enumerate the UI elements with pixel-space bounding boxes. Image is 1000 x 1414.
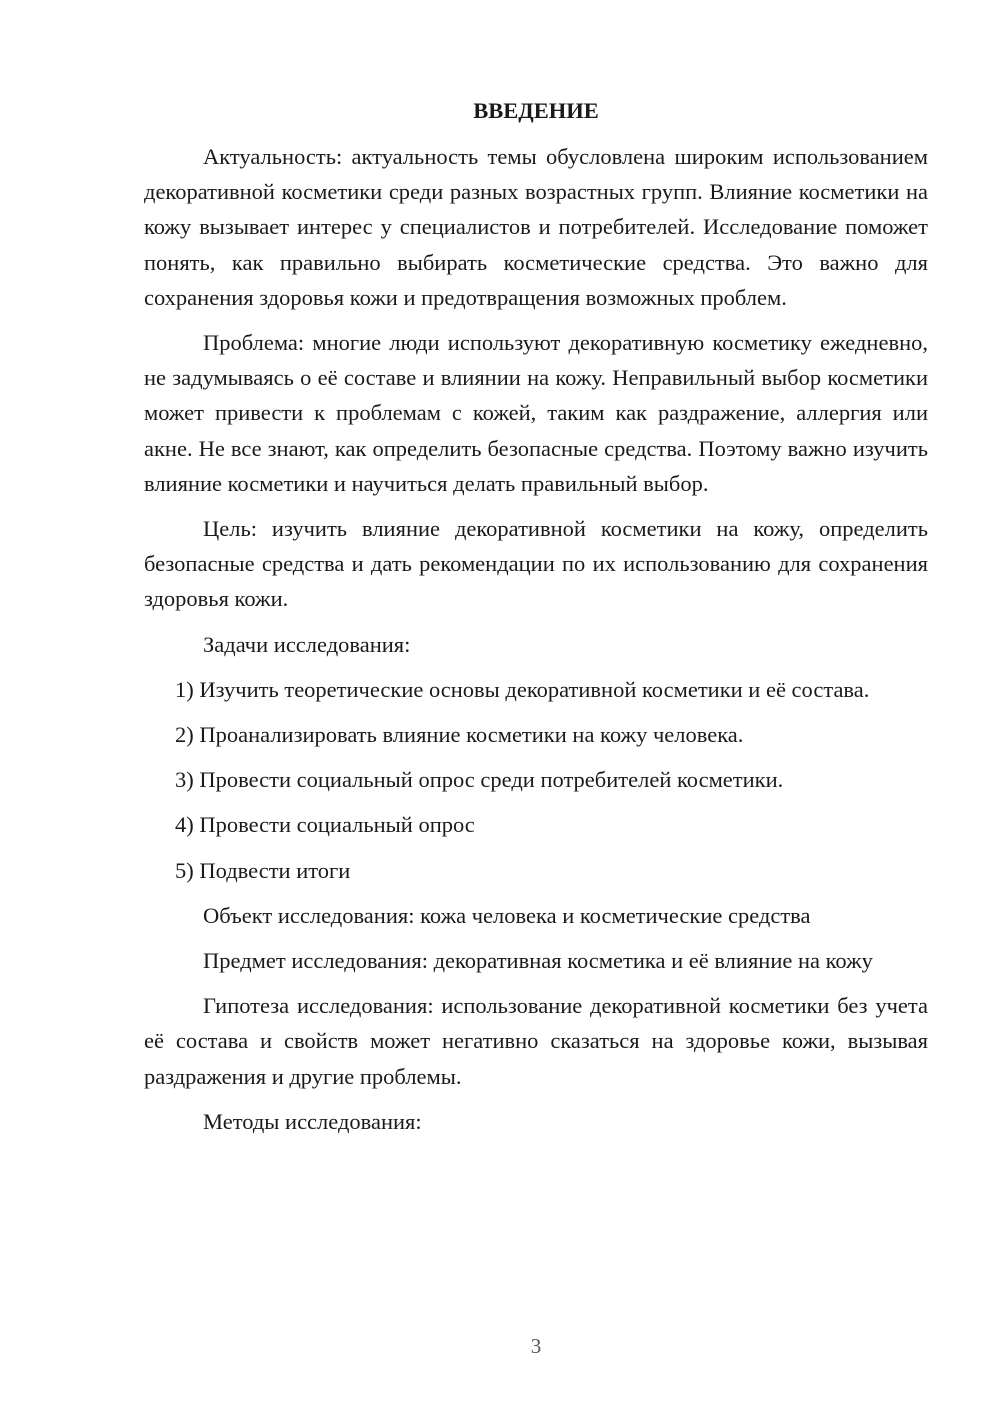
paragraph-goal: Цель: изучить влияние декоративной косметики на кожу, определить безопасные средства и дать рекомендации по их использованию для сохранения здоровья кожи.	[144, 516, 928, 612]
paragraph-object: Объект исследования: кожа человека и косметические средства	[203, 902, 811, 928]
paragraph-relevance: Актуальность: актуальность темы обусловлена широким использованием декоративной косметики среди разных возрастных групп. Влияние косметики на кожу вызывает интерес у специалистов и потребителей. Исследование поможет понять, как правильно выбирать косметические средства. Это важно для сохранения здоровья кожи и предотвращения возможных проблем.	[144, 144, 928, 310]
page-number: 3	[530, 1334, 542, 1358]
paragraph-hypothesis: Гипотеза исследования: использование декоративной косметики без учета её состава и свойств может негативно сказаться на здоровье кожи, вызывая раздражения и другие проблемы.	[144, 993, 928, 1089]
task-item-1: 1) Изучить теоретические основы декоративной косметики и её состава.	[175, 676, 870, 702]
page-content	[144, 93, 928, 1149]
task-item-2: 2) Проанализировать влияние косметики на кожу человека.	[175, 722, 744, 748]
task-item-4: 4) Провести социальный опрос	[175, 812, 475, 838]
paragraph-problem: Проблема: многие люди используют декоративную косметику ежедневно, не задумываясь о её составе и влиянии на кожу. Неправильный выбор косметики может привести к проблемам с кожей, таким как раздражение, аллергия или акне. Не все знают, как определить безопасные средства. Поэтому важно изучить влияние косметики и научиться делать правильный выбор.	[144, 330, 928, 496]
paragraph-tasks-title: Задачи исследования:	[203, 631, 411, 657]
paragraph-methods: Методы исследования:	[203, 1108, 422, 1134]
section-heading: ВВЕДЕНИЕ	[473, 98, 599, 123]
paragraph-subject: Предмет исследования: декоративная косметика и её влияние на кожу	[203, 948, 873, 974]
task-item-3: 3) Провести социальный опрос среди потребителей косметики.	[175, 767, 784, 793]
task-item-5: 5) Подвести итоги	[175, 857, 351, 883]
